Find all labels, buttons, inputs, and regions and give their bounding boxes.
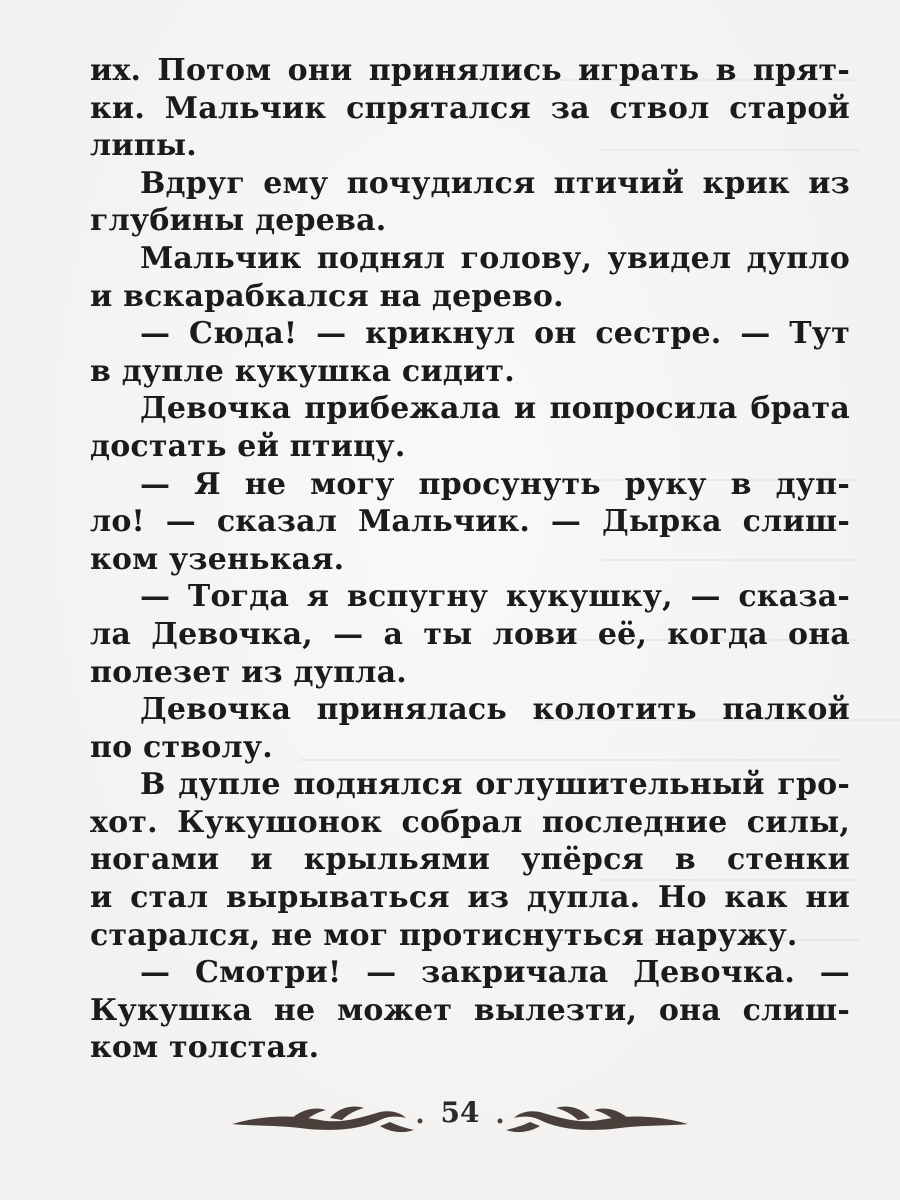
text-line: ло! — сказал Мальчик. — Дырка слиш-: [90, 504, 850, 540]
text-line: в дупле кукушка сидит.: [90, 353, 515, 389]
text-line: Девочка прибежала и попросила брата: [140, 391, 850, 427]
text-line: липы.: [90, 128, 197, 164]
text-line: В дупле поднялся оглушительный гро-: [140, 767, 850, 803]
text-line: ком узенькая.: [90, 541, 345, 577]
text-line: по стволу.: [90, 729, 273, 765]
text-line: и вскарабкался на дерево.: [90, 278, 564, 314]
text-line: и стал вырываться из дупла. Но как ни: [90, 880, 850, 916]
text-line: их. Потом они принялись играть в прят-: [90, 53, 850, 88]
body-text: [90, 52, 850, 1067]
text-line: Вдруг ему почудился птичий крик из: [140, 165, 850, 201]
text-line: глубины дерева.: [90, 203, 387, 239]
text-line: — Тогда я вспугну кукушку, — сказа-: [140, 579, 850, 615]
text-line: — Сюда! — крикнул он сестре. — Тут: [140, 316, 850, 352]
text-line: — Я не могу просунуть руку в дуп-: [140, 466, 850, 502]
text-line: Кукушка не может вылезти, она слиш-: [90, 992, 850, 1028]
text-line: Девочка принялась колотить палкой: [140, 692, 850, 728]
page-number: 54: [440, 1096, 480, 1129]
text-line: — Смотри! — закричала Девочка. —: [140, 955, 850, 991]
text-line: Мальчик поднял голову, увидел дупло: [140, 240, 850, 276]
text-line: полезет из дупла.: [90, 654, 407, 690]
text-line: хот. Кукушонок собрал последние силы,: [90, 804, 850, 840]
text-line: ногами и крыльями упёрся в стенки: [90, 842, 850, 878]
page-footer: [230, 1090, 690, 1150]
text-line: ком толстая.: [90, 1030, 320, 1066]
text-line: старался, не мог протиснуться наружу.: [90, 917, 798, 953]
text-line: ки. Мальчик спрятался за ствол старой: [90, 90, 850, 126]
text-line: ла Девочка, — а ты лови её, когда она: [90, 616, 850, 652]
text-line: достать ей птицу.: [90, 428, 406, 464]
